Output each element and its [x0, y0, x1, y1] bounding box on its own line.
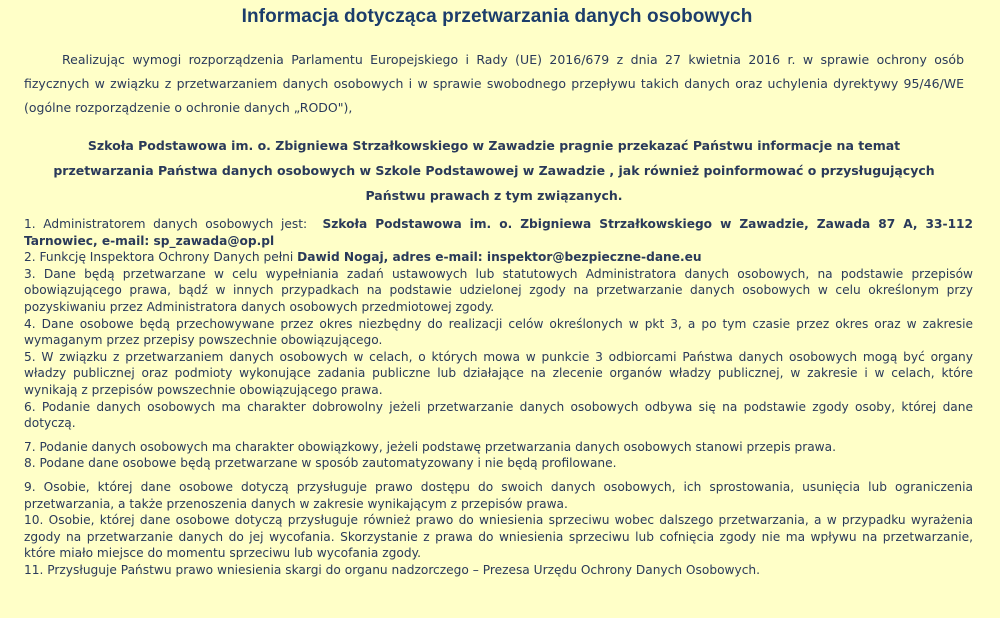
- list-item-administrator: [24, 216, 973, 249]
- page-title: Informacja dotycząca przetwarzania danych osobowych: [241, 6, 753, 27]
- information-list: [24, 216, 973, 578]
- list-item-recipients: 5. W związku z przetwarzaniem danych osobowych w celach, o których mowa w punkcie 3 odbiorcami Państwa danych osobowych mogą być organy władzy publicznej oraz podmioty wykonujące zadania publiczne lub działające na zlecenie organów władzy publicznej, w zakresie i w celach, które wynikają z przepisów powszechnie obowiązującego prawa.: [24, 349, 973, 397]
- school-statement-line-1: Szkoła Podstawowa im. o. Zbigniewa Strzałkowskiego w Zawadzie pragnie przekazać Państwu informacje na temat: [87, 138, 901, 153]
- list-item-complaint-right: 11. Przysługuje Państwu prawo wniesienia skargi do organu nadzorczego – Prezesa Urzędu Ochrony Danych Osobowych.: [24, 562, 761, 577]
- list-item-purpose: 3. Dane będą przetwarzane w celu wypełniania zadań ustawowych lub statutowych Administratora danych osobowych, na podstawie przepisów obowiązującego prawa, bądź w innych przypadkach na podstawie udzielonej zgody na przetwarzanie danych osobowych w celu określonym przy pozyskiwaniu przez Administratora danych osobowych przedmiotowej zgody.: [24, 266, 973, 314]
- inspector-label: 2. Funkcję Inspektora Ochrony Danych pełni: [24, 250, 294, 265]
- school-statement-line-3: Państwu prawach z tym związanych.: [365, 188, 623, 203]
- intro-paragraph: Realizując wymogi rozporządzenia Parlamentu Europejskiego i Rady (UE) 2016/679 z dnia 27 kwietnia 2016 r. w sprawie ochrony osób fizycznych w związku z przetwarzaniem danych osobowych i w sprawie swobodnego przepływu takich danych oraz uchylenia dyrektywy 95/46/WE (ogólne rozporządzenie o ochronie danych „RODO"),: [24, 52, 964, 115]
- inspector-value: Dawid Nogaj, adres e-mail: inspektor@bezpieczne-dane.eu: [297, 250, 702, 265]
- list-item-automation: 8. Podane dane osobowe będą przetwarzane w sposób zautomatyzowany i nie będą profilowane.: [24, 456, 617, 471]
- school-statement: [24, 133, 964, 208]
- list-item-access-rights: 9. Osobie, której dane osobowe dotyczą przysługuje prawo dostępu do swoich danych osobowych, ich sprostowania, usunięcia lub ograniczenia przetwarzania, a także przenoszenia danych w zakresie wynikającym z przepisów prawa.: [24, 479, 973, 511]
- list-item-inspector: [24, 249, 973, 266]
- school-statement-line-2: przetwarzania Państwa danych osobowych w Szkole Podstawowej w Zawadzie , jak również poinformować o przysługujących: [53, 163, 935, 178]
- administrator-value: Szkoła Podstawowa im. o. Zbigniewa Strzałkowskiego w Zawadzie, Zawada 87 A, 33-112 Tarnowiec, e-mail: sp_zawada@op.pl: [24, 217, 974, 248]
- administrator-label: 1. Administratorem danych osobowych jest:: [24, 217, 308, 231]
- list-item-retention: 4. Dane osobowe będą przechowywane przez okres niezbędny do realizacji celów określonych w pkt 3, a po tym czasie przez okres oraz w zakresie wymaganym przez przepisy powszechnie obowiązującego.: [24, 316, 973, 348]
- list-item-mandatory: 7. Podanie danych osobowych ma charakter obowiązkowy, jeżeli podstawę przetwarzania danych osobowych stanowi przepis prawa.: [24, 439, 836, 454]
- list-item-voluntary: 6. Podanie danych osobowych ma charakter dobrowolny jeżeli przetwarzanie danych osobowych odbywa się na podstawie zgody osoby, której dane dotyczą.: [24, 399, 973, 431]
- list-item-objection-rights: 10. Osobie, której dane osobowe dotyczą przysługuje również prawo do wniesienia sprzeciwu wobec dalszego przetwarzania, a w przypadku wyrażenia zgody na przetwarzanie danych do jej wycofania. Skorzystanie z prawa do wniesienia sprzeciwu lub cofnięcia zgody nie ma wpływu na przetwarzanie, które miało miejsce do momentu sprzeciwu lub wycofania zgody.: [24, 513, 973, 561]
